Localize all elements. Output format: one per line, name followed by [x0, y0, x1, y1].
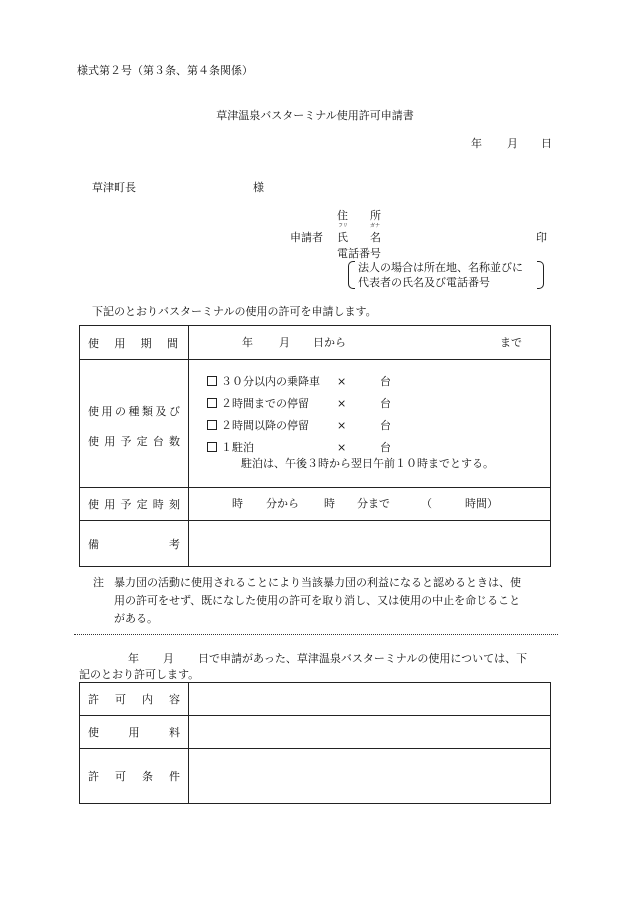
period-value[interactable]: 年 月 日から まで — [189, 326, 551, 360]
option-row: ３０分以内の乗降車 — [207, 375, 320, 388]
permit-text-2: 記のとおり許可します。 — [79, 668, 200, 681]
form-number: 様式第２号（第３条、第４条関係） — [77, 64, 253, 77]
addressee-honorific: 様 — [253, 181, 264, 194]
conditions-row — [80, 749, 551, 804]
remarks-value[interactable] — [189, 521, 551, 567]
permit-table — [79, 682, 551, 804]
permit-year: 年 — [128, 652, 139, 665]
date-month: 月 — [507, 137, 518, 150]
overnight-note: 駐泊は、午後３時から翌日午前１０時までとする。 — [241, 457, 494, 470]
right-bracket — [537, 261, 544, 289]
corp-note-2: 代表者の氏名及び電話番号 — [358, 276, 490, 289]
checkbox[interactable] — [207, 420, 217, 430]
fee-value[interactable] — [189, 716, 551, 749]
permit-content-value[interactable] — [189, 683, 551, 716]
name-label-2: 名 — [370, 231, 381, 244]
address-label-1: 住 — [337, 209, 348, 222]
checkbox[interactable] — [207, 442, 217, 452]
checkbox[interactable] — [207, 376, 217, 386]
period-label: 使 用 期 間 — [88, 336, 178, 350]
conditions-value[interactable] — [189, 749, 551, 804]
note-line-2: 用の許可をせず、既になした使用の許可を取り消し、又は使用の中止を命じること — [114, 594, 521, 607]
period-row — [80, 326, 551, 360]
form-title: 草津温泉バスターミナル使用許可申請書 — [216, 109, 414, 122]
seal-mark: 印 — [536, 231, 547, 244]
checkbox[interactable] — [207, 398, 217, 408]
permit-content-row — [80, 683, 551, 716]
furigana-1: フリ — [338, 223, 348, 229]
corp-note-1: 法人の場合は所在地、名称並びに — [358, 261, 523, 274]
phone-label: 電話番号 — [337, 247, 381, 260]
fee-label: 使 用 料 — [88, 726, 180, 739]
date-year: 年 — [471, 137, 482, 150]
furigana-2: ガナ — [370, 223, 381, 229]
note-mark: 注 — [93, 576, 104, 589]
type-label: 使 用 の 種 類 及 び 使 用 予 定 台 数 — [88, 405, 180, 448]
remarks-label: 備 考 — [88, 537, 180, 551]
applicant-label: 申請者 — [290, 231, 323, 244]
time-value[interactable]: 時 分から 時 分まで （ 時間） — [189, 488, 551, 521]
option-row: ２時間以降の停留 — [207, 419, 309, 432]
remarks-row — [80, 521, 551, 567]
permit-content-label: 許 可 内 容 — [88, 693, 180, 706]
conditions-label: 許 可 条 件 — [88, 770, 180, 783]
time-row — [80, 488, 551, 521]
date-day: 日 — [541, 137, 552, 150]
time-label: 使 用 予 定 時 刻 — [88, 498, 180, 511]
name-label-1: 氏 — [337, 231, 348, 244]
option-row: ２時間までの停留 — [207, 397, 309, 410]
permit-text-1: 日で申請があった、草津温泉バスターミナルの使用については、下 — [198, 652, 528, 665]
type-row: 使 用 の 種 類 及 び 使 用 予 定 台 数 ３０分以内の乗降車 × 台 ２時間までの停留 × 台 ２時間以降の停留 × 台 １駐泊 × 台 駐泊は、午後３時から翌日午前１０時までとする。 — [80, 360, 551, 488]
addressee-name: 草津町長 — [92, 181, 136, 194]
note-line-1: 暴力団の活動に使用されることにより当該暴力団の利益になると認めるときは、使 — [114, 576, 521, 589]
intro-text: 下記のとおりバスターミナルの使用の許可を申請します。 — [92, 305, 377, 318]
option-row: １駐泊 — [207, 441, 254, 454]
address-label-2: 所 — [370, 209, 381, 222]
permit-month: 月 — [163, 652, 174, 665]
cut-line — [74, 634, 558, 635]
note-line-3: がある。 — [114, 612, 158, 625]
fee-row — [80, 716, 551, 749]
application-table — [79, 325, 551, 567]
left-bracket — [348, 261, 355, 289]
